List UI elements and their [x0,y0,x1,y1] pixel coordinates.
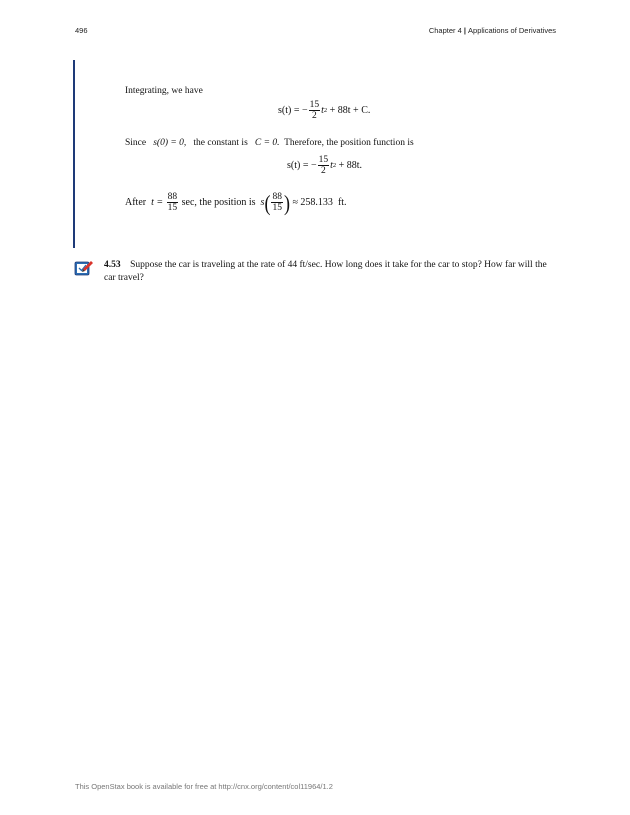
exercise-number: 4.53 [104,260,121,270]
equation-integrated: s(t) = − $\frac{15}{2}$ t 2 + 88t + C. [278,100,371,121]
eq2-den: 2 [320,166,326,176]
after-t: t = [151,197,164,208]
eq1-fraction [309,100,321,121]
after-den-2: 15 [272,203,282,213]
page-number: 496 [75,26,88,35]
after-text: After [125,197,147,208]
eq2-num: 15 [318,155,329,165]
after-line: After t = $\frac{88}{15}$ sec, the position is s ( $\frac{88}{15}$ ) ≈ 258.133 ft. [125,190,347,215]
checkbox-pencil-icon [74,259,94,277]
since-math-1: s(0) = 0, [153,138,187,148]
chapter-title: Applications of Derivatives [468,26,556,35]
since-text-3: Therefore, the position function is [284,138,414,148]
eq2-lhs: s(t) = − [287,160,317,171]
after-fraction-2 [271,192,283,213]
after-result: ≈ 258.133 [292,197,333,208]
since-text-2: the constant is [193,138,248,148]
eq2-fraction [318,155,330,176]
footer-text: This OpenStax book is available for free at http://cnx.org/content/col11964/1.2 [75,782,333,791]
eq1-den: 2 [311,111,317,121]
eq2-rest: + 88t. [338,160,363,171]
after-num-2: 88 [272,192,282,202]
since-text-1: Since [125,138,147,148]
header-separator: | [461,26,469,35]
after-num: 88 [167,192,178,202]
equation-position: s(t) = − $\frac{15}{2}$ t 2 + 88t. [287,155,363,176]
eq1-rest: + 88t + C. [329,105,371,116]
eq1-num: 15 [309,100,320,110]
exercise-block [104,259,554,285]
running-header [429,26,556,35]
exercise-text: Suppose the car is traveling at the rate of 44 ft/sec. How long does it take for the car to stop? How far will the car travel? [104,260,547,283]
after-unit: ft. [337,197,347,208]
since-line [125,137,414,149]
example-accent-bar [73,60,75,248]
chapter-label: Chapter 4 [428,26,462,35]
after-den: 15 [167,203,178,213]
eq1-lhs: s(t) = − [278,105,308,116]
integrating-text: Integrating, we have [125,86,203,96]
after-mid: sec, the position is [181,197,256,208]
after-s: s [260,197,265,208]
after-fraction [167,192,179,213]
since-math-2: C = 0. [254,138,280,148]
